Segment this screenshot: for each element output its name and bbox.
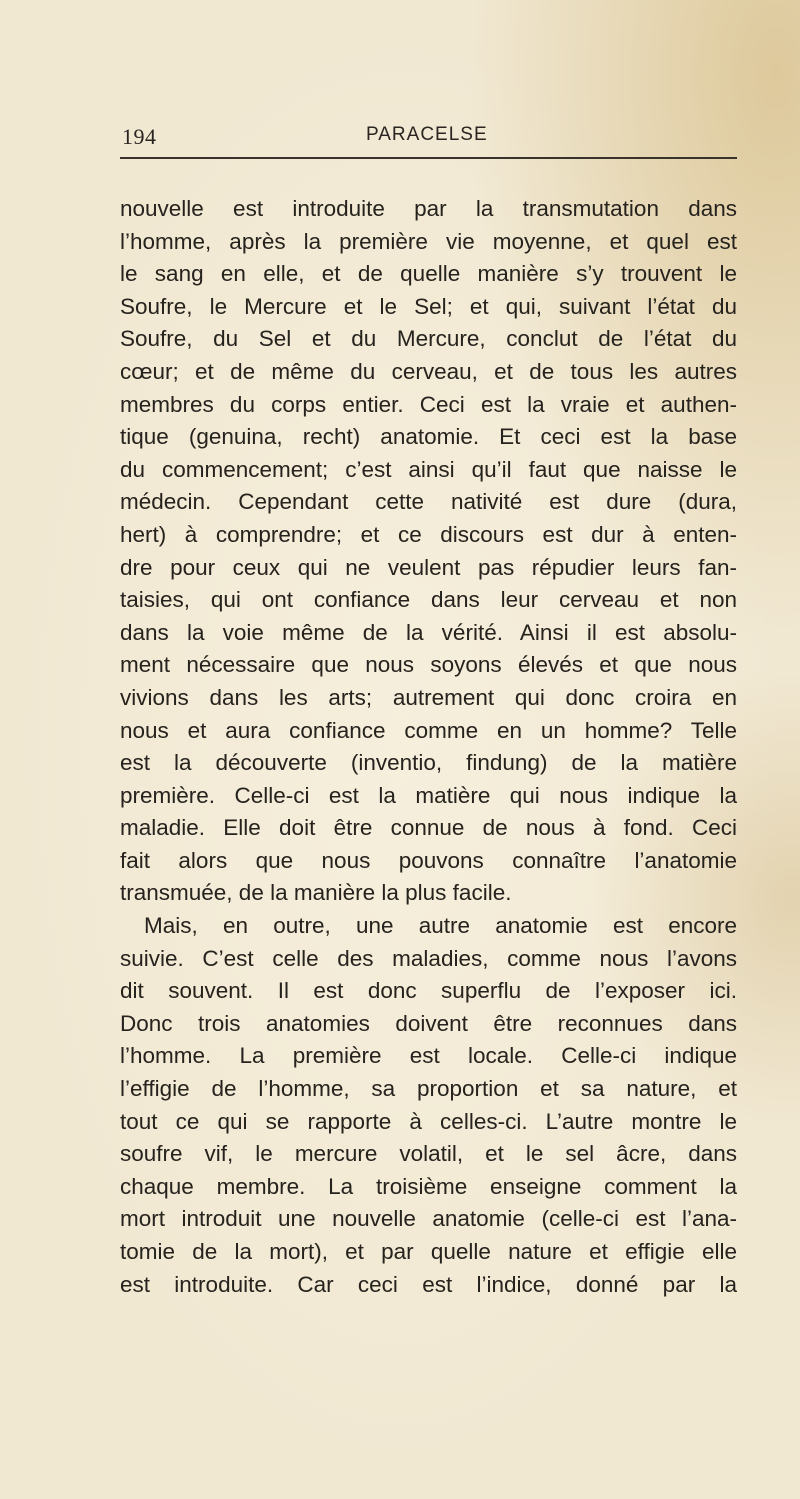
text-line: dre pour ceux qui ne veulent pas répudier leurs fan- [120, 554, 737, 580]
text-line: première. Celle-ci est la matière qui nous indique la [120, 782, 737, 808]
text-line: Soufre, le Mercure et le Sel; et qui, suivant l’état du [120, 293, 737, 319]
text-line: dans la voie même de la vérité. Ainsi il est absolu- [120, 619, 737, 645]
paragraph-end-line: transmuée, de la manière la plus facile. [120, 880, 512, 906]
text-line: ment nécessaire que nous soyons élevés et que nous [120, 652, 737, 678]
text-line: dit souvent. Il est donc superflu de l’exposer ici. [120, 978, 737, 1004]
text-line: cœur; et de même du cerveau, et de tous les autres [120, 358, 737, 384]
text-line: maladie. Elle doit être connue de nous à fond. Ceci [120, 815, 737, 841]
running-head [122, 124, 736, 154]
header-rule [120, 157, 737, 159]
text-line: l’homme. La première est locale. Celle-ci indique [120, 1043, 737, 1069]
text-line: suivie. C’est celle des maladies, comme nous l’avons [120, 945, 737, 971]
text-line: hert) à comprendre; et ce discours est dur à enten- [120, 521, 737, 547]
text-line: chaque membre. La troisième enseigne comment la [120, 1173, 737, 1199]
text-line: mort introduit une nouvelle anatomie (celle-ci est l’ana- [120, 1206, 737, 1232]
text-line: vivions dans les arts; autrement qui donc croira en [120, 684, 737, 710]
text-line: soufre vif, le mercure volatil, et le sel âcre, dans [120, 1141, 737, 1167]
text-line: est la découverte (inventio, findung) de la matière [120, 750, 737, 776]
body-text [120, 193, 737, 1301]
page-number: 194 [122, 124, 157, 149]
text-line: est introduite. Car ceci est l’indice, donné par la [120, 1271, 737, 1297]
text-line: l’homme, après la première vie moyenne, et quel est [120, 228, 737, 254]
text-line: tique (genuina, recht) anatomie. Et ceci est la base [120, 424, 737, 450]
text-line: médecin. Cependant cette nativité est dure (dura, [120, 489, 737, 515]
text-line: du commencement; c’est ainsi qu’il faut que naisse le [120, 456, 737, 482]
text-line: nouvelle est introduite par la transmutation dans [120, 196, 737, 221]
paragraph-start-line: Mais, en outre, une autre anatomie est encore [144, 913, 737, 939]
text-line: tomie de la mort), et par quelle nature et effigie elle [120, 1239, 737, 1264]
text-line: taisies, qui ont confiance dans leur cerveau et non [120, 587, 737, 613]
running-title: PARACELSE [366, 124, 488, 145]
text-line: nous et aura confiance comme en un homme? Telle [120, 717, 737, 743]
text-line: l’effigie de l’homme, sa proportion et sa nature, et [120, 1076, 737, 1102]
text-line: Soufre, du Sel et du Mercure, conclut de l’état du [120, 326, 737, 352]
text-line: membres du corps entier. Ceci est la vraie et authen- [120, 391, 737, 417]
text-line: tout ce qui se rapporte à celles-ci. L’autre montre le [120, 1108, 737, 1134]
text-line: fait alors que nous pouvons connaître l’anatomie [120, 847, 737, 873]
text-line: Donc trois anatomies doivent être reconnues dans [120, 1010, 737, 1036]
text-line: le sang en elle, et de quelle manière s’y trouvent le [120, 261, 737, 287]
